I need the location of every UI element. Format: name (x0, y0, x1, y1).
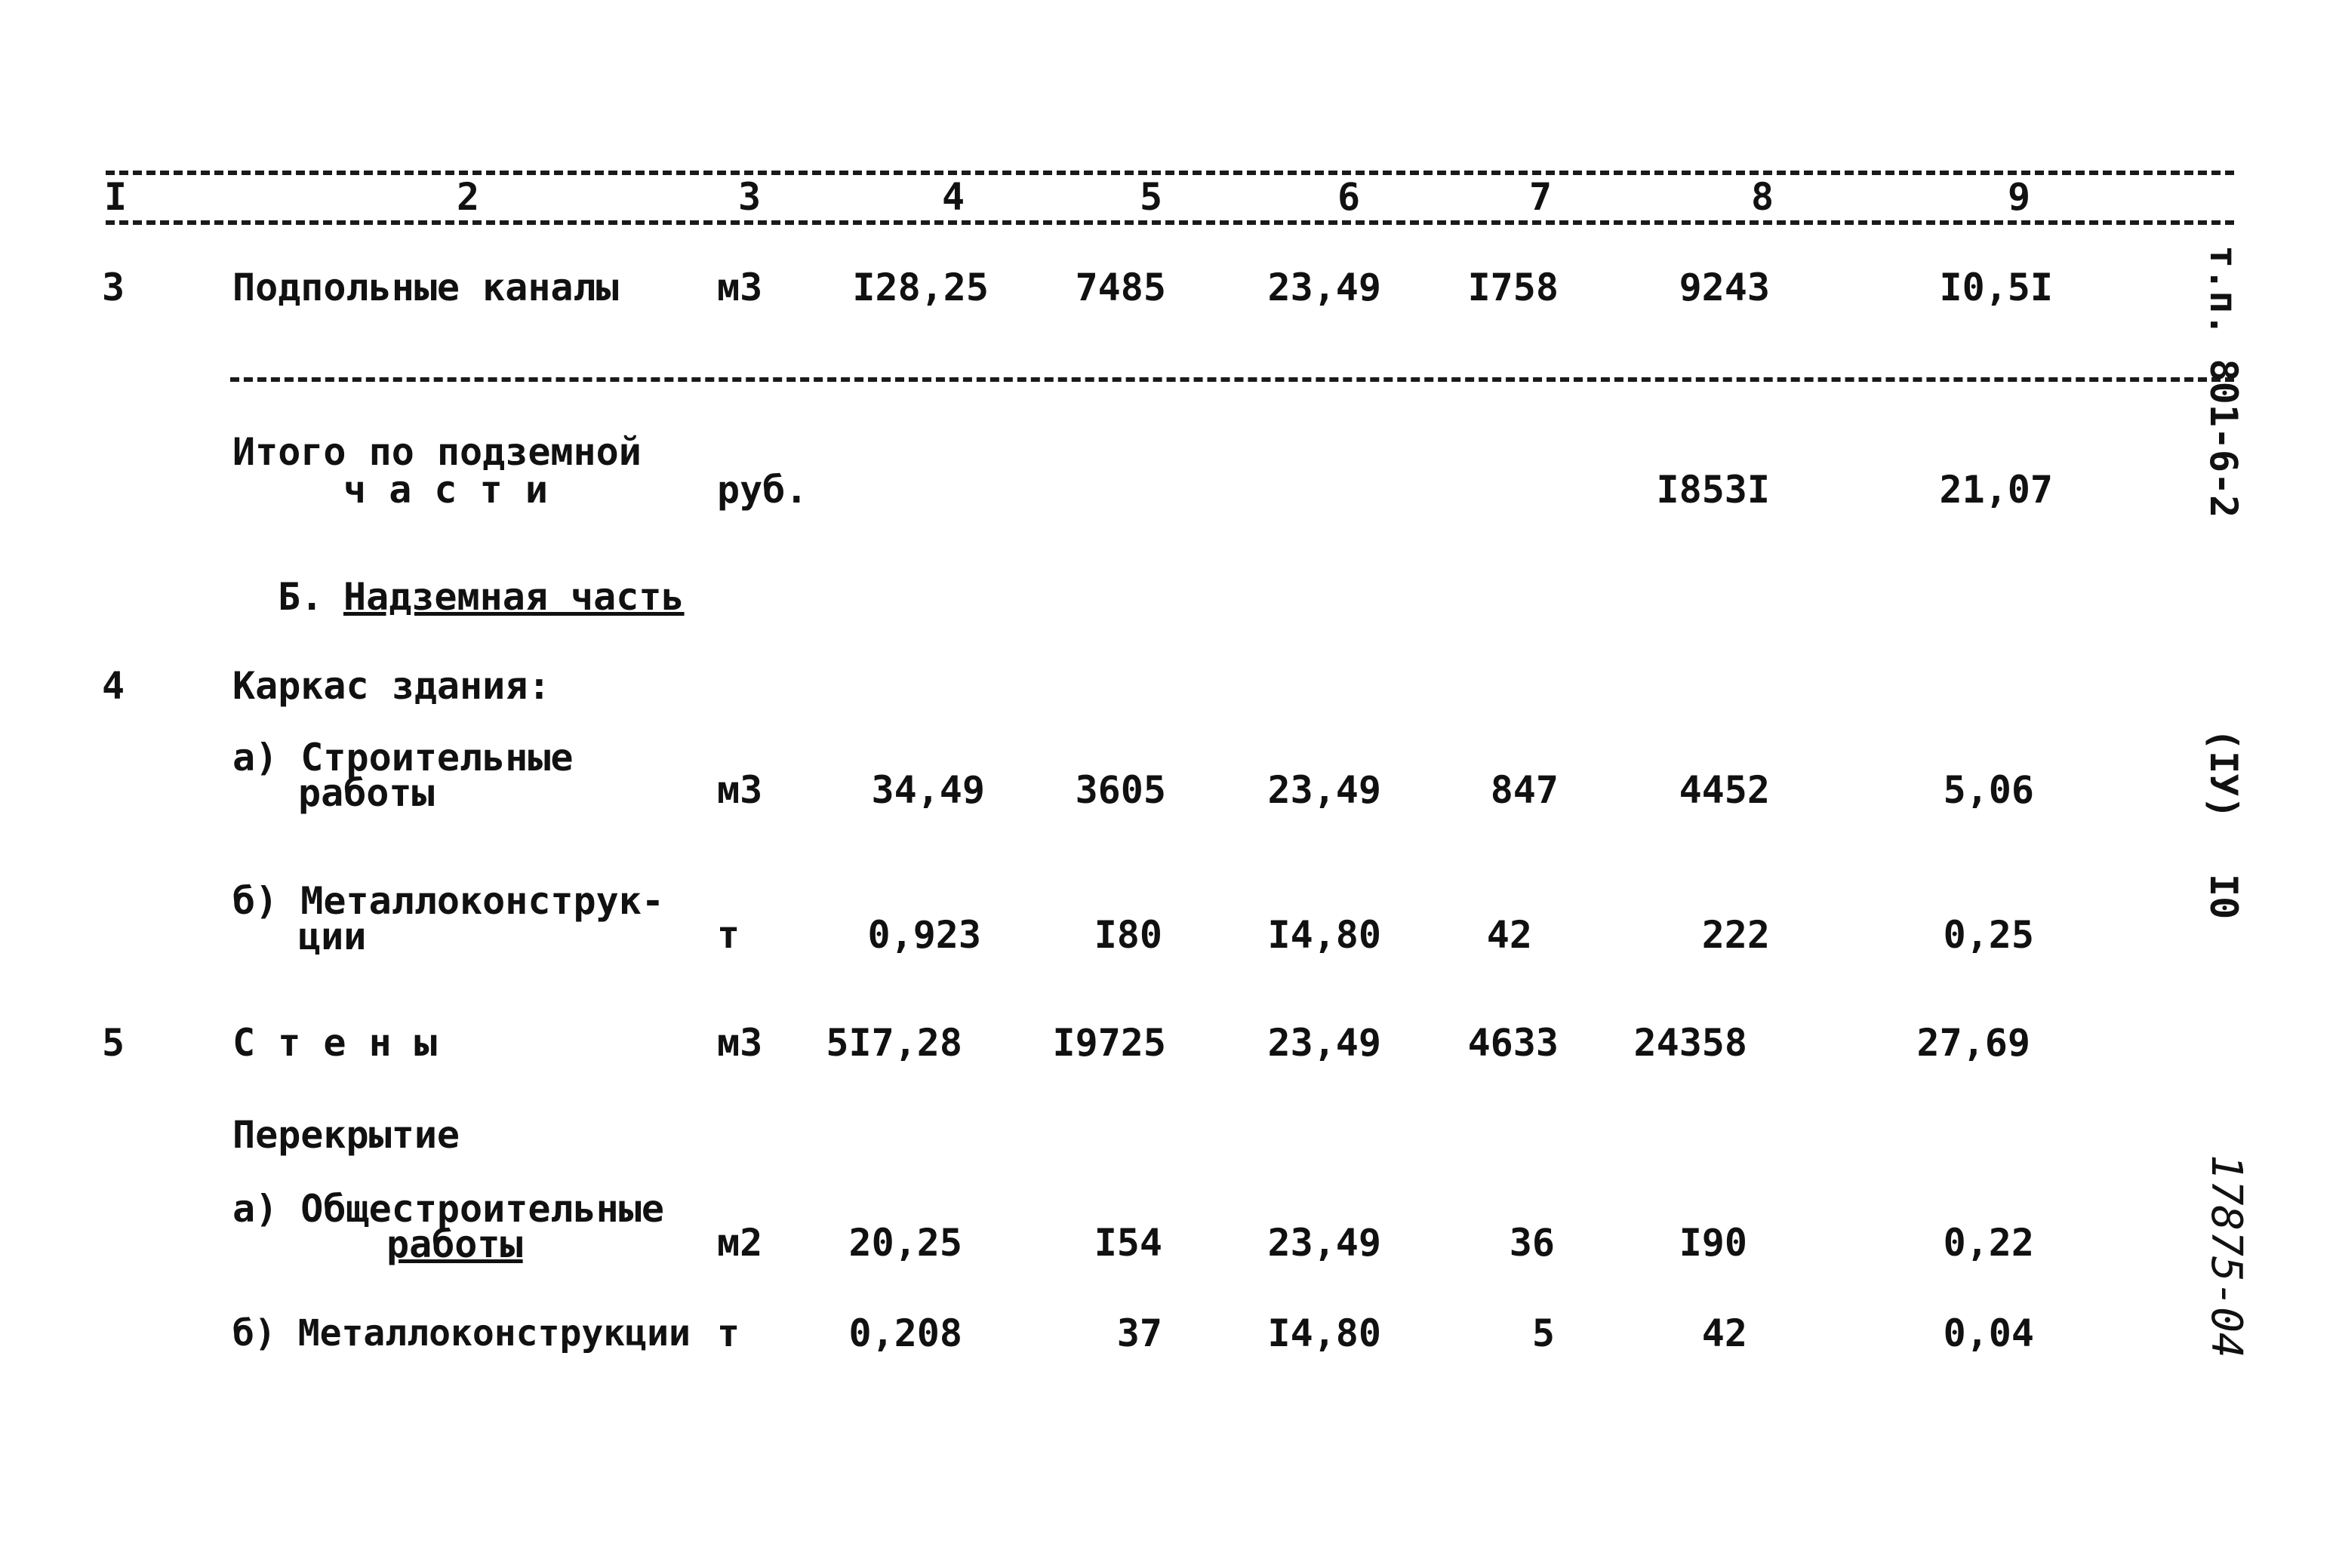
total-col8: I853I (1656, 468, 1770, 512)
row-4a-col7: 847 (1490, 768, 1559, 812)
section-b-title: Надземная часть (343, 575, 685, 619)
row-6b-col9: 0,04 (1943, 1311, 2034, 1355)
row-6b-col4: 0,208 (848, 1311, 962, 1355)
total-col9: 21,07 (1939, 468, 2053, 512)
row-4b-name-line2: ции (298, 915, 367, 958)
row-4b-col9: 0,25 (1943, 913, 2034, 957)
row-3-col4: I28,25 (852, 266, 989, 309)
col-header-6: 6 (1337, 175, 1361, 219)
header-top-rule (106, 171, 2234, 175)
row-6b-col5: 37 (1116, 1311, 1162, 1355)
side-page-number: I0 (2202, 874, 2245, 920)
row-4a-name-line1: а) Строительные (232, 736, 574, 779)
row-6b-col8: 42 (1701, 1311, 1747, 1355)
col-header-1: I (104, 175, 128, 219)
row-3-col6: 23,49 (1267, 266, 1381, 309)
row-6b-col6: I4,80 (1267, 1311, 1381, 1355)
row-5-col5: I9725 (1052, 1021, 1166, 1065)
row-4-name: Каркас здания: (232, 664, 551, 708)
row-4a-unit: м3 (717, 768, 763, 812)
col-header-7: 7 (1529, 175, 1553, 219)
col-header-2: 2 (457, 175, 480, 219)
row-4a-col8: 4452 (1679, 768, 1770, 812)
side-sheet-code: 17875-04 (2202, 1154, 2251, 1358)
row-5-unit: м3 (717, 1021, 763, 1065)
row-3-col5: 7485 (1075, 266, 1166, 309)
row-5-col4: 5I7,28 (826, 1021, 962, 1065)
section-b-prefix: Б. (278, 575, 324, 619)
row-4a-col5: 3605 (1075, 768, 1166, 812)
row-6a-col4: 20,25 (848, 1221, 962, 1265)
row-4-number: 4 (102, 664, 125, 708)
col-header-3: 3 (738, 175, 762, 219)
row-4b-col4: 0,923 (867, 913, 981, 957)
row-6a-col8: I90 (1679, 1221, 1747, 1265)
side-reference-code: т.п. 801-6-2 (2202, 245, 2245, 518)
row-6b-name: б) Металлоконструкции (232, 1312, 691, 1354)
row-6a-col7: 36 (1509, 1221, 1555, 1265)
row-6a-name-line1: а) Общестроительные (232, 1187, 664, 1231)
row-6b-col7: 5 (1531, 1311, 1555, 1355)
col-header-4: 4 (942, 175, 965, 219)
row-3-number: 3 (102, 266, 125, 309)
row-5-col8: 24358 (1633, 1021, 1747, 1065)
row-4b-col5: I80 (1094, 913, 1162, 957)
row-4b-col8: 222 (1701, 913, 1770, 957)
row-4b-col7: 42 (1486, 913, 1532, 957)
row-6a-col9: 0,22 (1943, 1221, 2034, 1265)
header-bottom-rule (106, 220, 2234, 225)
row-3-name: Подпольные каналы (232, 266, 619, 309)
row-4a-name-line2: работы (298, 771, 435, 815)
row-4a-col4: 34,49 (871, 768, 985, 812)
row-4b-unit: т (717, 913, 740, 957)
row-5-col6: 23,49 (1267, 1021, 1381, 1065)
row-6b-unit: т (717, 1311, 740, 1355)
row-6a-unit: м2 (717, 1221, 763, 1265)
row-6a-name-line2: работы (386, 1222, 523, 1266)
row-5-number: 5 (102, 1021, 125, 1065)
total-unit: руб. (717, 468, 808, 512)
total-label-line2: ч а с т и (343, 468, 548, 512)
row-6a-col5: I54 (1094, 1221, 1162, 1265)
row-5-col7: 4633 (1467, 1021, 1559, 1065)
col-header-8: 8 (1751, 175, 1774, 219)
row-4a-col9: 5,06 (1943, 768, 2034, 812)
row-3-col8: 9243 (1679, 266, 1770, 309)
row-4a-col6: 23,49 (1267, 768, 1381, 812)
row-4b-col6: I4,80 (1267, 913, 1381, 957)
total-separator-rule (230, 377, 2234, 382)
row-4b-name-line1: б) Металлоконструк- (232, 879, 664, 923)
row-5-col9: 27,69 (1916, 1021, 2030, 1065)
col-header-9: 9 (2008, 175, 2031, 219)
row-6a-col6: 23,49 (1267, 1221, 1381, 1265)
row-3-unit: м3 (717, 266, 763, 309)
row-3-col9: I0,5I (1939, 266, 2053, 309)
row-3-col7: I758 (1467, 266, 1559, 309)
row-5-name: С т е н ы (232, 1021, 437, 1065)
total-label-line1: Итого по подземной (232, 430, 642, 474)
col-header-5: 5 (1140, 175, 1163, 219)
side-volume-label: (IУ) (2202, 728, 2245, 819)
row-6-name: Перекрытие (232, 1113, 460, 1157)
